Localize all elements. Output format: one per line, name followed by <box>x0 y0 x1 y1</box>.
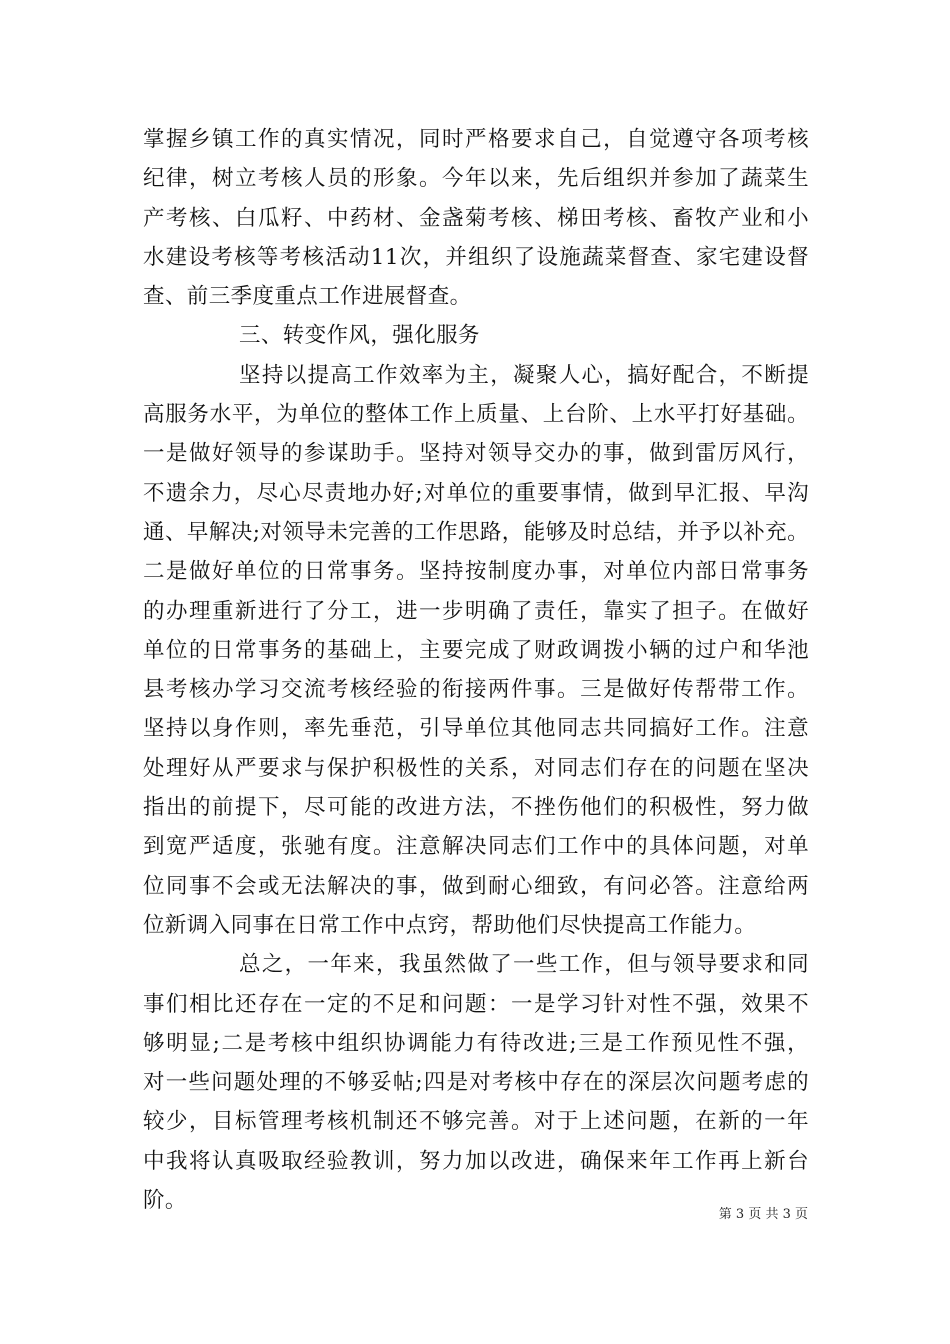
text-line: 水建设考核等考核活动11次，并组织了设施蔬菜督查、家宅建设督 <box>143 244 809 270</box>
text-line: 总之，一年来，我虽然做了一些工作，但与领导要求和同 <box>239 952 809 978</box>
text-line: 坚持以身作则，率先垂范，引导单位其他同志共同搞好工作。注意 <box>143 716 809 742</box>
document-body <box>143 120 809 1220</box>
text-line: 指出的前提下，尽可能的改进方法，不挫伤他们的积极性，努力做 <box>143 795 809 821</box>
text-line: 中我将认真吸取经验教训，努力加以改进，确保来年工作再上新台 <box>143 1148 809 1174</box>
text-line: 较少，目标管理考核机制还不够完善。对于上述问题，在新的一年 <box>143 1109 809 1135</box>
text-line: 对一些问题处理的不够妥帖;四是对考核中存在的深层次问题考虑的 <box>143 1070 809 1096</box>
text-line: 不遗余力，尽心尽责地办好;对单位的重要事情，做到早汇报、早沟 <box>143 480 809 506</box>
text-line: 县考核办学习交流考核经验的衔接两件事。三是做好传帮带工作。 <box>143 677 809 703</box>
text-line: 通、早解决;对领导未完善的工作思路，能够及时总结，并予以补充。 <box>143 519 809 545</box>
text-line: 阶。 <box>143 1188 187 1214</box>
text-line: 到宽严适度，张驰有度。注意解决同志们工作中的具体问题，对单 <box>143 834 809 860</box>
text-line: 事们相比还存在一定的不足和问题：一是学习针对性不强，效果不 <box>143 991 809 1017</box>
text-line: 一是做好领导的参谋助手。坚持对领导交办的事，做到雷厉风行， <box>143 441 809 467</box>
text-line: 的办理重新进行了分工，进一步明确了责任，靠实了担子。在做好 <box>143 598 809 624</box>
text-line: 纪律，树立考核人员的形象。今年以来，先后组织并参加了蔬菜生 <box>143 166 809 192</box>
text-line: 够明显;二是考核中组织协调能力有待改进;三是工作预见性不强， <box>143 1030 809 1056</box>
text-line: 坚持以提高工作效率为主，凝聚人心，搞好配合，不断提 <box>239 362 809 388</box>
page-number-footer: 第 3 页 共 3 页 <box>718 1207 808 1222</box>
text-line: 二是做好单位的日常事务。坚持按制度办事，对单位内部日常事务 <box>143 559 809 585</box>
text-line: 高服务水平，为单位的整体工作上质量、上台阶、上水平打好基础。 <box>143 402 809 428</box>
text-line: 单位的日常事务的基础上，主要完成了财政调拨小辆的过户和华池 <box>143 637 809 663</box>
section-heading: 三、转变作风，强化服务 <box>239 323 480 349</box>
text-line: 处理好从严要求与保护积极性的关系，对同志们存在的问题在坚决 <box>143 755 809 781</box>
text-line: 位新调入同事在日常工作中点窍，帮助他们尽快提高工作能力。 <box>143 912 757 938</box>
text-line: 查、前三季度重点工作进展督查。 <box>143 284 472 310</box>
text-line: 产考核、白瓜籽、中药材、金盏菊考核、梯田考核、畜牧产业和小 <box>143 205 809 231</box>
text-line: 掌握乡镇工作的真实情况，同时严格要求自己，自觉遵守各项考核 <box>143 127 809 152</box>
text-line: 位同事不会或无法解决的事，做到耐心细致，有问必答。注意给两 <box>143 873 809 899</box>
